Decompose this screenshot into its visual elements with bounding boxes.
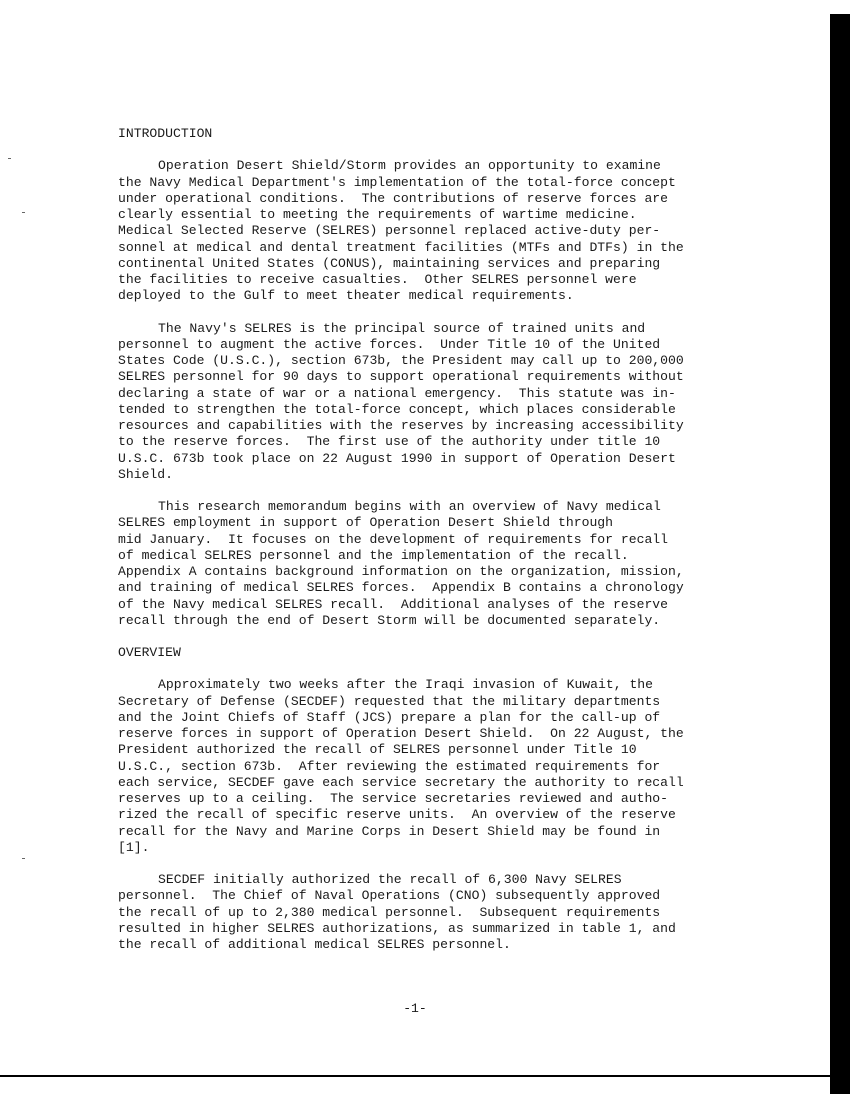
- text-line: The Navy's SELRES is the principal source of trained units and: [158, 320, 646, 336]
- text-line: personnel to augment the active forces. Under Title 10 of the United: [118, 336, 661, 352]
- text-line: and the Joint Chiefs of Staff (JCS) prepare a plan for the call-up of: [118, 709, 661, 725]
- text-line: sonnel at medical and dental treatment facilities (MTFs and DTFs) in the: [118, 239, 684, 255]
- text-line: the recall of up to 2,380 medical personnel. Subsequent requirements: [118, 904, 661, 920]
- text-line: resources and capabilities with the reserves by increasing accessibility: [118, 418, 684, 433]
- text-line: clearly essential to meeting the requirements of wartime medicine.: [118, 207, 637, 222]
- text-line: rized the recall of specific reserve units. An overview of the reserve: [118, 807, 676, 823]
- text-line: tended to strengthen the total-force concept, which places considerable: [118, 401, 676, 417]
- text-line: Shield.: [118, 466, 174, 482]
- scan-edge-bar: [830, 14, 850, 1094]
- text-line: declaring a state of war or a national emergency. This statute was in-: [118, 385, 676, 401]
- section-heading: INTRODUCTION: [118, 126, 213, 141]
- text-line: SELRES personnel for 90 days to support operational requirements without: [118, 369, 684, 385]
- page-number: -1-: [403, 1001, 427, 1016]
- text-line: of medical SELRES personnel and the implementation of the recall.: [118, 547, 629, 563]
- text-line: of the Navy medical SELRES recall. Additional analyses of the reserve: [118, 596, 669, 612]
- text-line: SECDEF initially authorized the recall of 6,300 Navy SELRES: [158, 872, 622, 887]
- text-line: SELRES employment in support of Operation Desert Shield through: [118, 515, 614, 531]
- text-line: and training of medical SELRES forces. Appendix B contains a chronology: [118, 580, 684, 596]
- text-line: recall for the Navy and Marine Corps in Desert Shield may be found in: [118, 823, 661, 839]
- text-line: recall through the end of Desert Storm will be documented separately.: [118, 612, 661, 628]
- text-line: personnel. The Chief of Naval Operations (CNO) subsequently approved: [118, 888, 661, 904]
- text-line: Operation Desert Shield/Storm provides an opportunity to examine: [158, 158, 661, 174]
- text-line: to the reserve forces. The first use of the authority under title 10: [118, 434, 661, 450]
- text-line: under operational conditions. The contributions of reserve forces are: [118, 190, 669, 206]
- section-introduction: [118, 126, 718, 629]
- text-line: Medical Selected Reserve (SELRES) personnel replaced active-duty per-: [118, 223, 661, 239]
- text-line: [1].: [118, 839, 150, 855]
- section-overview: [118, 645, 718, 953]
- scan-speck: [22, 212, 25, 213]
- text-line: continental United States (CONUS), maintaining services and preparing: [118, 255, 661, 271]
- text-line: This research memorandum begins with an overview of Navy medical: [158, 499, 661, 514]
- paragraph: [118, 321, 718, 484]
- text-line: deployed to the Gulf to meet theater medical requirements.: [118, 288, 574, 304]
- text-line: U.S.C. 673b took place on 22 August 1990 in support of Operation Desert: [118, 450, 676, 466]
- text-line: the Navy Medical Department's implementation of the total-force concept: [118, 174, 676, 190]
- text-line: Approximately two weeks after the Iraqi invasion of Kuwait, the: [158, 677, 654, 693]
- text-line: President authorized the recall of SELRES personnel under Title 10: [118, 742, 637, 758]
- paragraph: [118, 872, 718, 953]
- paragraph: [118, 158, 718, 304]
- document-body: [118, 126, 718, 969]
- text-line: the facilities to receive casualties. Other SELRES personnel were: [118, 272, 637, 287]
- scan-bottom-rule: [0, 1075, 836, 1077]
- text-line: reserve forces in support of Operation Desert Shield. On 22 August, the: [118, 726, 684, 741]
- paragraph: [118, 677, 718, 856]
- scan-speck: [8, 158, 11, 159]
- text-line: mid January. It focuses on the development of requirements for recall: [118, 531, 669, 547]
- section-heading: OVERVIEW: [118, 645, 181, 660]
- text-line: U.S.C., section 673b. After reviewing the estimated requirements for: [118, 758, 661, 774]
- scan-speck: [22, 858, 25, 859]
- text-line: Secretary of Defense (SECDEF) requested that the military departments: [118, 693, 661, 709]
- text-line: the recall of additional medical SELRES personnel.: [118, 937, 511, 952]
- text-line: States Code (U.S.C.), section 673b, the President may call up to 200,000: [118, 353, 684, 368]
- text-line: Appendix A contains background information on the organization, mission,: [118, 564, 684, 579]
- paragraph: [118, 499, 718, 629]
- text-line: reserves up to a ceiling. The service secretaries reviewed and autho-: [118, 791, 669, 806]
- text-line: resulted in higher SELRES authorizations, as summarized in table 1, and: [118, 920, 676, 936]
- text-line: each service, SECDEF gave each service secretary the authority to recall: [118, 774, 684, 790]
